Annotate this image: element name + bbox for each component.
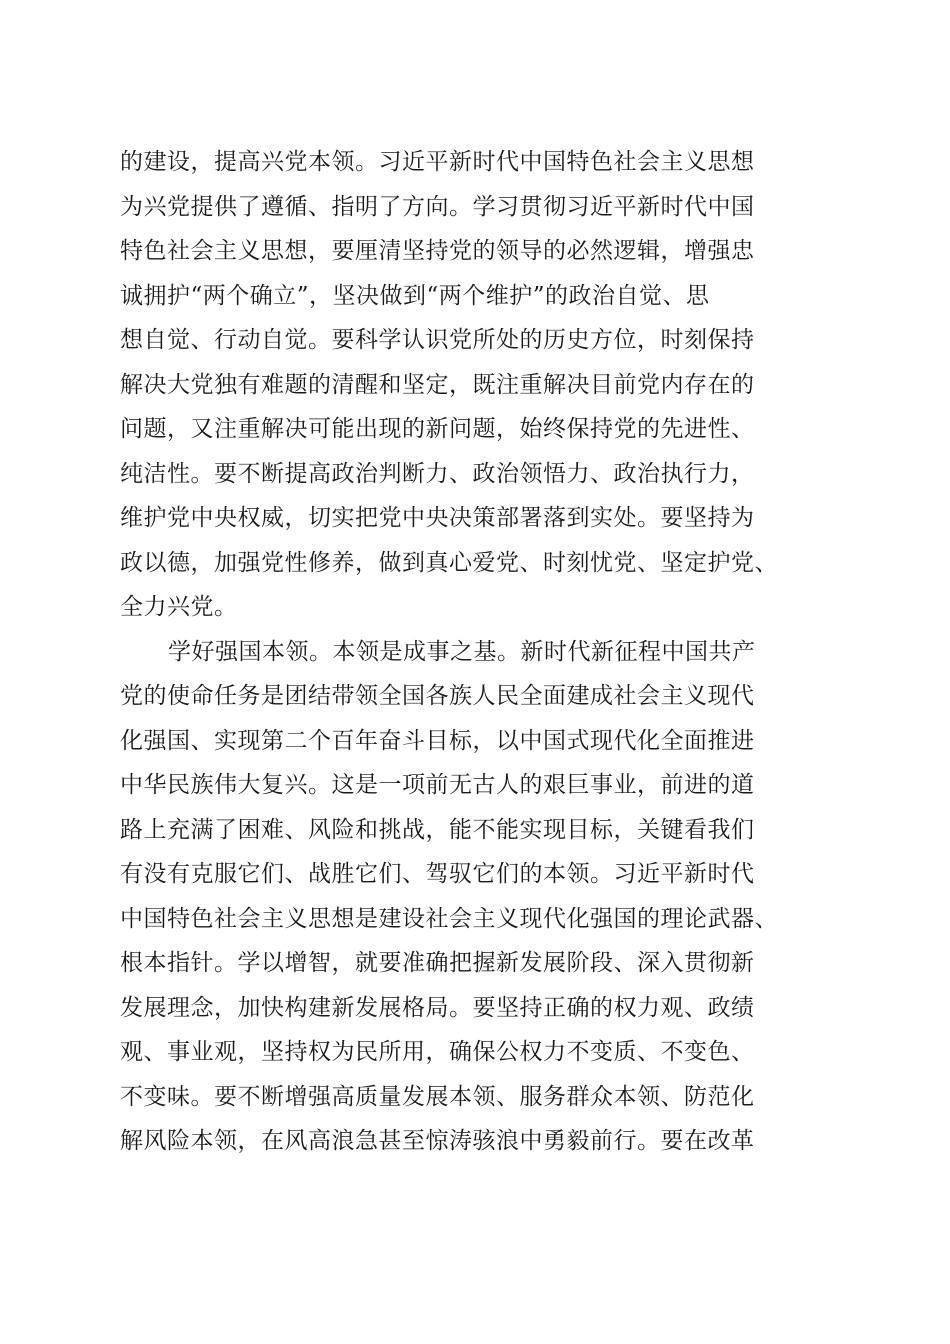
- paragraph-line: 根本指针。学以增智，就要准确把握新发展阶段、深入贯彻新: [120, 950, 755, 976]
- paragraph-line: 路上充满了困难、风险和挑战，能不能实现目标，关键看我们: [120, 816, 755, 843]
- paragraph-line: 问题，又注重解决可能出现的新问题，始终保持党的先进性、: [120, 416, 755, 442]
- paragraph-line: 想自觉、行动自觉。要科学认识党所处的历史方位，时刻保持: [120, 327, 755, 353]
- paragraph-line: 党的使命任务是团结带领全国各族人民全面建成社会主义现代: [120, 683, 755, 709]
- paragraph-line: 政以德，加强党性修养，做到真心爱党、时刻忧党、坚定护党、: [120, 549, 778, 576]
- paragraph-line: 中国特色社会主义思想是建设社会主义现代化强国的理论武器、: [120, 905, 778, 932]
- paragraph-line: 特色社会主义思想，要厘清坚持党的领导的必然逻辑，增强忠: [120, 238, 755, 264]
- paragraph-line: 解决大党独有难题的清醒和坚定，既注重解决目前党内存在的: [120, 371, 755, 398]
- paragraph-line: 不变味。要不断增强高质量发展本领、服务群众本领、防范化: [120, 1083, 755, 1110]
- paragraph-1: [120, 140, 840, 630]
- paragraph-line: 诚拥护“两个确立”，坚决做到“两个维护”的政治自觉、思: [120, 282, 710, 309]
- paragraph-line: 观、事业观，坚持权为民所用，确保公权力不变质、不变色、: [120, 1039, 755, 1065]
- paragraph-line: 全力兴党。: [120, 594, 238, 620]
- paragraph-line: 化强国、实现第二个百年奋斗目标，以中国式现代化全面推进: [120, 727, 755, 754]
- paragraph-line: 维护党中央权威，切实把党中央决策部署落到实处。要坚持为: [120, 505, 755, 531]
- paragraph-2: [120, 630, 840, 1164]
- document-body: [120, 140, 840, 1164]
- paragraph-line: 纯洁性。要不断提高政治判断力、政治领悟力、政治执行力，: [120, 460, 755, 487]
- paragraph-line: 中华民族伟大复兴。这是一项前无古人的艰巨事业，前进的道: [120, 772, 755, 798]
- paragraph-line: 有没有克服它们、战胜它们、驾驭它们的本领。习近平新时代: [120, 861, 755, 887]
- paragraph-line: 为兴党提供了遵循、指明了方向。学习贯彻习近平新时代中国: [120, 193, 755, 220]
- paragraph-line: 发展理念，加快构建新发展格局。要坚持正确的权力观、政绩: [120, 994, 755, 1021]
- paragraph-line: 学好强国本领。本领是成事之基。新时代新征程中国共产: [168, 638, 756, 665]
- paragraph-line: 解风险本领，在风高浪急甚至惊涛骇浪中勇毅前行。要在改革: [120, 1128, 755, 1154]
- paragraph-line: 的建设，提高兴党本领。习近平新时代中国特色社会主义思想: [120, 149, 755, 175]
